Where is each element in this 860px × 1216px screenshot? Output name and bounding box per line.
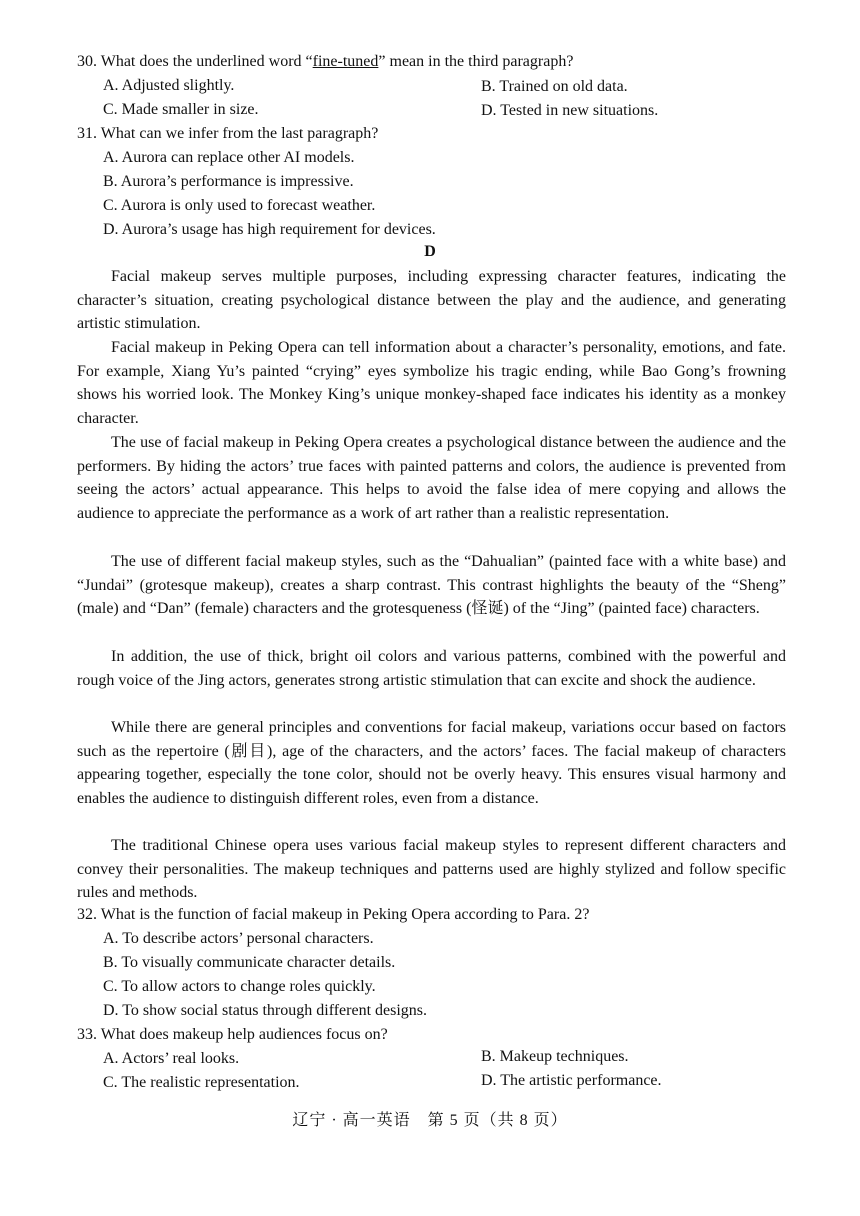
question-31-option-a: A. Aurora can replace other AI models. <box>103 149 355 166</box>
underlined-word: fine-tuned <box>312 53 379 70</box>
page-footer: 辽宁 · 高一英语 第 5 页（共 8 页） <box>292 1112 568 1129</box>
passage-paragraph-1: Facial makeup serves multiple purposes, including expressing character features, indicating the character’s situation, creating psychological distance between the play and the audience, and generating artistic stimulation. <box>77 268 786 333</box>
question-32-option-b: B. To visually communicate character details. <box>103 954 396 971</box>
passage-paragraph-4: The use of different facial makeup styles, such as the “Dahualian” (painted face with a white base) and “Jundai” (grotesque makeup), creates a sharp contrast. This contrast highlights the beauty of the “Sheng” (male) and “Dan” (female) characters and the grotesqueness (怪诞) of the “Jing” (painted face) characters. <box>77 553 786 618</box>
passage-paragraph-6: While there are general principles and conventions for facial makeup, variations occur based on factors such as the repertoire (剧目), age of the characters, and the actors’ faces. The facial makeup of characters appearing together, especially the tone color, should not be overly heavy. This ensures visual harmony and enables the audience to distinguish different roles, even from a distance. <box>77 719 786 808</box>
question-33-option-a: A. Actors’ real looks. <box>103 1050 240 1067</box>
question-31-option-b: B. Aurora’s performance is impressive. <box>103 173 354 190</box>
question-31-stem: 31. What can we infer from the last paragraph? <box>77 125 379 142</box>
question-30-option-c: C. Made smaller in size. <box>103 101 259 118</box>
question-33-option-b: B. Makeup techniques. <box>481 1048 629 1065</box>
question-32-option-d: D. To show social status through different designs. <box>103 1002 428 1019</box>
question-32-option-c: C. To allow actors to change roles quickly. <box>103 978 376 995</box>
question-31-option-c: C. Aurora is only used to forecast weather. <box>103 197 376 214</box>
question-30-option-a: A. Adjusted slightly. <box>103 77 235 94</box>
question-33-option-d: D. The artistic performance. <box>481 1072 662 1089</box>
question-33-option-c: C. The realistic representation. <box>103 1074 300 1091</box>
question-32-option-a: A. To describe actors’ personal characters. <box>103 930 374 947</box>
passage-paragraph-5: In addition, the use of thick, bright oil colors and various patterns, combined with the powerful and rough voice of the Jing actors, generates strong artistic stimulation that can excite and shock the audience. <box>77 648 786 689</box>
passage-paragraph-7: The traditional Chinese opera uses various facial makeup styles to represent different characters and convey their personalities. The makeup techniques and patterns used are highly stylized and follow specific rules and methods. <box>77 837 786 902</box>
question-30-option-d: D. Tested in new situations. <box>481 102 659 119</box>
passage-paragraph-2: Facial makeup in Peking Opera can tell information about a character’s personality, emotions, and fate. For example, Xiang Yu’s painted “crying” eyes symbolize his tragic ending, while Bao Gong’s frowning shows his worried look. The Monkey King’s unique monkey-shaped face indicates his identity as a monkey character. <box>77 339 786 428</box>
question-30-stem: 30. What does the underlined word “fine-tuned” mean in the third paragraph? <box>77 53 574 70</box>
question-33-stem: 33. What does makeup help audiences focus on? <box>77 1026 388 1043</box>
question-32-stem: 32. What is the function of facial makeup in Peking Opera according to Para. 2? <box>77 906 590 923</box>
question-30-option-b: B. Trained on old data. <box>481 78 628 95</box>
passage-paragraph-3: The use of facial makeup in Peking Opera creates a psychological distance between the audience and the performers. By hiding the actors’ true faces with painted patterns and colors, the audience is prevented from seeing the actors’ actual appearance. This helps to avoid the false idea of mere copying and allows the audience to appreciate the performance as a work of art rather than a realistic representation. <box>77 434 786 523</box>
question-31-option-d: D. Aurora’s usage has high requirement for devices. <box>103 221 436 238</box>
section-heading: D <box>424 243 436 260</box>
